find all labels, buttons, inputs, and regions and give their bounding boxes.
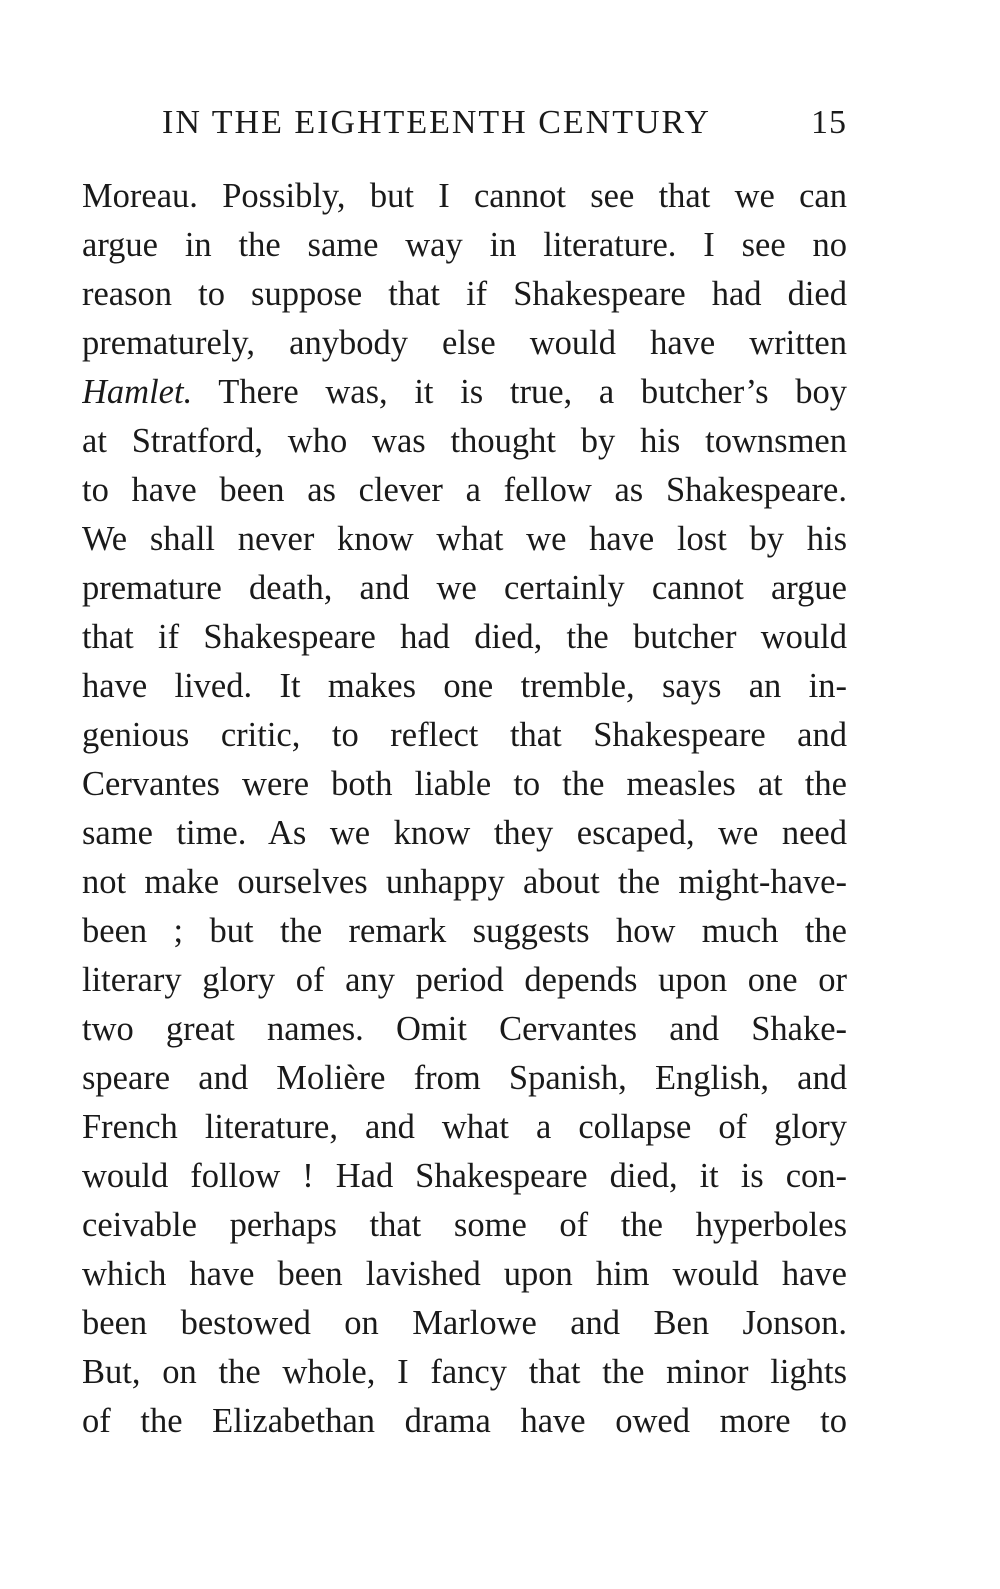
line-text: have lived. It makes one tremble, says an in- bbox=[82, 667, 847, 705]
page-number: 15 bbox=[811, 104, 847, 141]
line-text: ceivable perhaps that some of the hyperboles bbox=[82, 1206, 847, 1244]
text-line bbox=[82, 956, 847, 1005]
text-line bbox=[82, 760, 847, 809]
running-head bbox=[82, 104, 847, 150]
text-line bbox=[82, 417, 847, 466]
text-line bbox=[82, 858, 847, 907]
text-line bbox=[82, 613, 847, 662]
text-line bbox=[82, 221, 847, 270]
text-line bbox=[82, 1250, 847, 1299]
line-text: two great names. Omit Cervantes and Shake- bbox=[82, 1010, 847, 1048]
line-text: would follow ! Had Shakespeare died, it is con- bbox=[82, 1157, 847, 1195]
line-text: speare and Molière from Spanish, English, and bbox=[82, 1059, 847, 1097]
line-text: literary glory of any period depends upon one or bbox=[82, 961, 847, 999]
line-text: But, on the whole, I fancy that the minor lights bbox=[82, 1353, 847, 1391]
text-line bbox=[82, 1201, 847, 1250]
text-line bbox=[82, 270, 847, 319]
text-line bbox=[82, 1103, 847, 1152]
line-text: prematurely, anybody else would have written bbox=[82, 324, 847, 362]
body-text bbox=[82, 172, 847, 1446]
text-line bbox=[82, 564, 847, 613]
line-text: argue in the same way in literature. I see no bbox=[82, 226, 847, 264]
line-text: at Stratford, who was thought by his townsmen bbox=[82, 422, 847, 460]
line-text: been ; but the remark suggests how much the bbox=[82, 912, 847, 950]
line-text: that if Shakespeare had died, the butcher would bbox=[82, 618, 847, 656]
text-line bbox=[82, 907, 847, 956]
line-text: There was, it is true, a butcher’s boy bbox=[192, 373, 847, 411]
text-line bbox=[82, 319, 847, 368]
line-text: We shall never know what we have lost by his bbox=[82, 520, 847, 558]
line-text: genious critic, to reflect that Shakespeare and bbox=[82, 716, 847, 754]
text-line bbox=[82, 1005, 847, 1054]
italic-title: Hamlet. bbox=[82, 373, 193, 411]
text-line bbox=[82, 466, 847, 515]
line-text: French literature, and what a collapse of glory bbox=[82, 1108, 847, 1146]
line-text: not make ourselves unhappy about the might-have- bbox=[82, 863, 847, 901]
line-text: same time. As we know they escaped, we need bbox=[82, 814, 847, 852]
line-text: premature death, and we certainly cannot argue bbox=[82, 569, 847, 607]
text-line bbox=[82, 1397, 847, 1446]
line-text: which have been lavished upon him would have bbox=[82, 1255, 847, 1293]
text-line bbox=[82, 1348, 847, 1397]
text-line bbox=[82, 809, 847, 858]
running-title: IN THE EIGHTEENTH CENTURY bbox=[162, 104, 711, 141]
text-line bbox=[82, 711, 847, 760]
line-text: Cervantes were both liable to the measles at the bbox=[82, 765, 847, 803]
text-line bbox=[82, 1152, 847, 1201]
line-text: reason to suppose that if Shakespeare had died bbox=[82, 275, 847, 313]
text-line bbox=[82, 1299, 847, 1348]
text-line bbox=[82, 662, 847, 711]
line-text: Moreau. Possibly, but I cannot see that we can bbox=[82, 177, 847, 215]
line-text: been bestowed on Marlowe and Ben Jonson. bbox=[82, 1304, 847, 1342]
line-text: of the Elizabethan drama have owed more to bbox=[82, 1402, 847, 1440]
text-line bbox=[82, 1054, 847, 1103]
text-line bbox=[82, 515, 847, 564]
text-line bbox=[82, 368, 847, 417]
text-line bbox=[82, 172, 847, 221]
line-text: to have been as clever a fellow as Shakespeare. bbox=[82, 471, 847, 509]
